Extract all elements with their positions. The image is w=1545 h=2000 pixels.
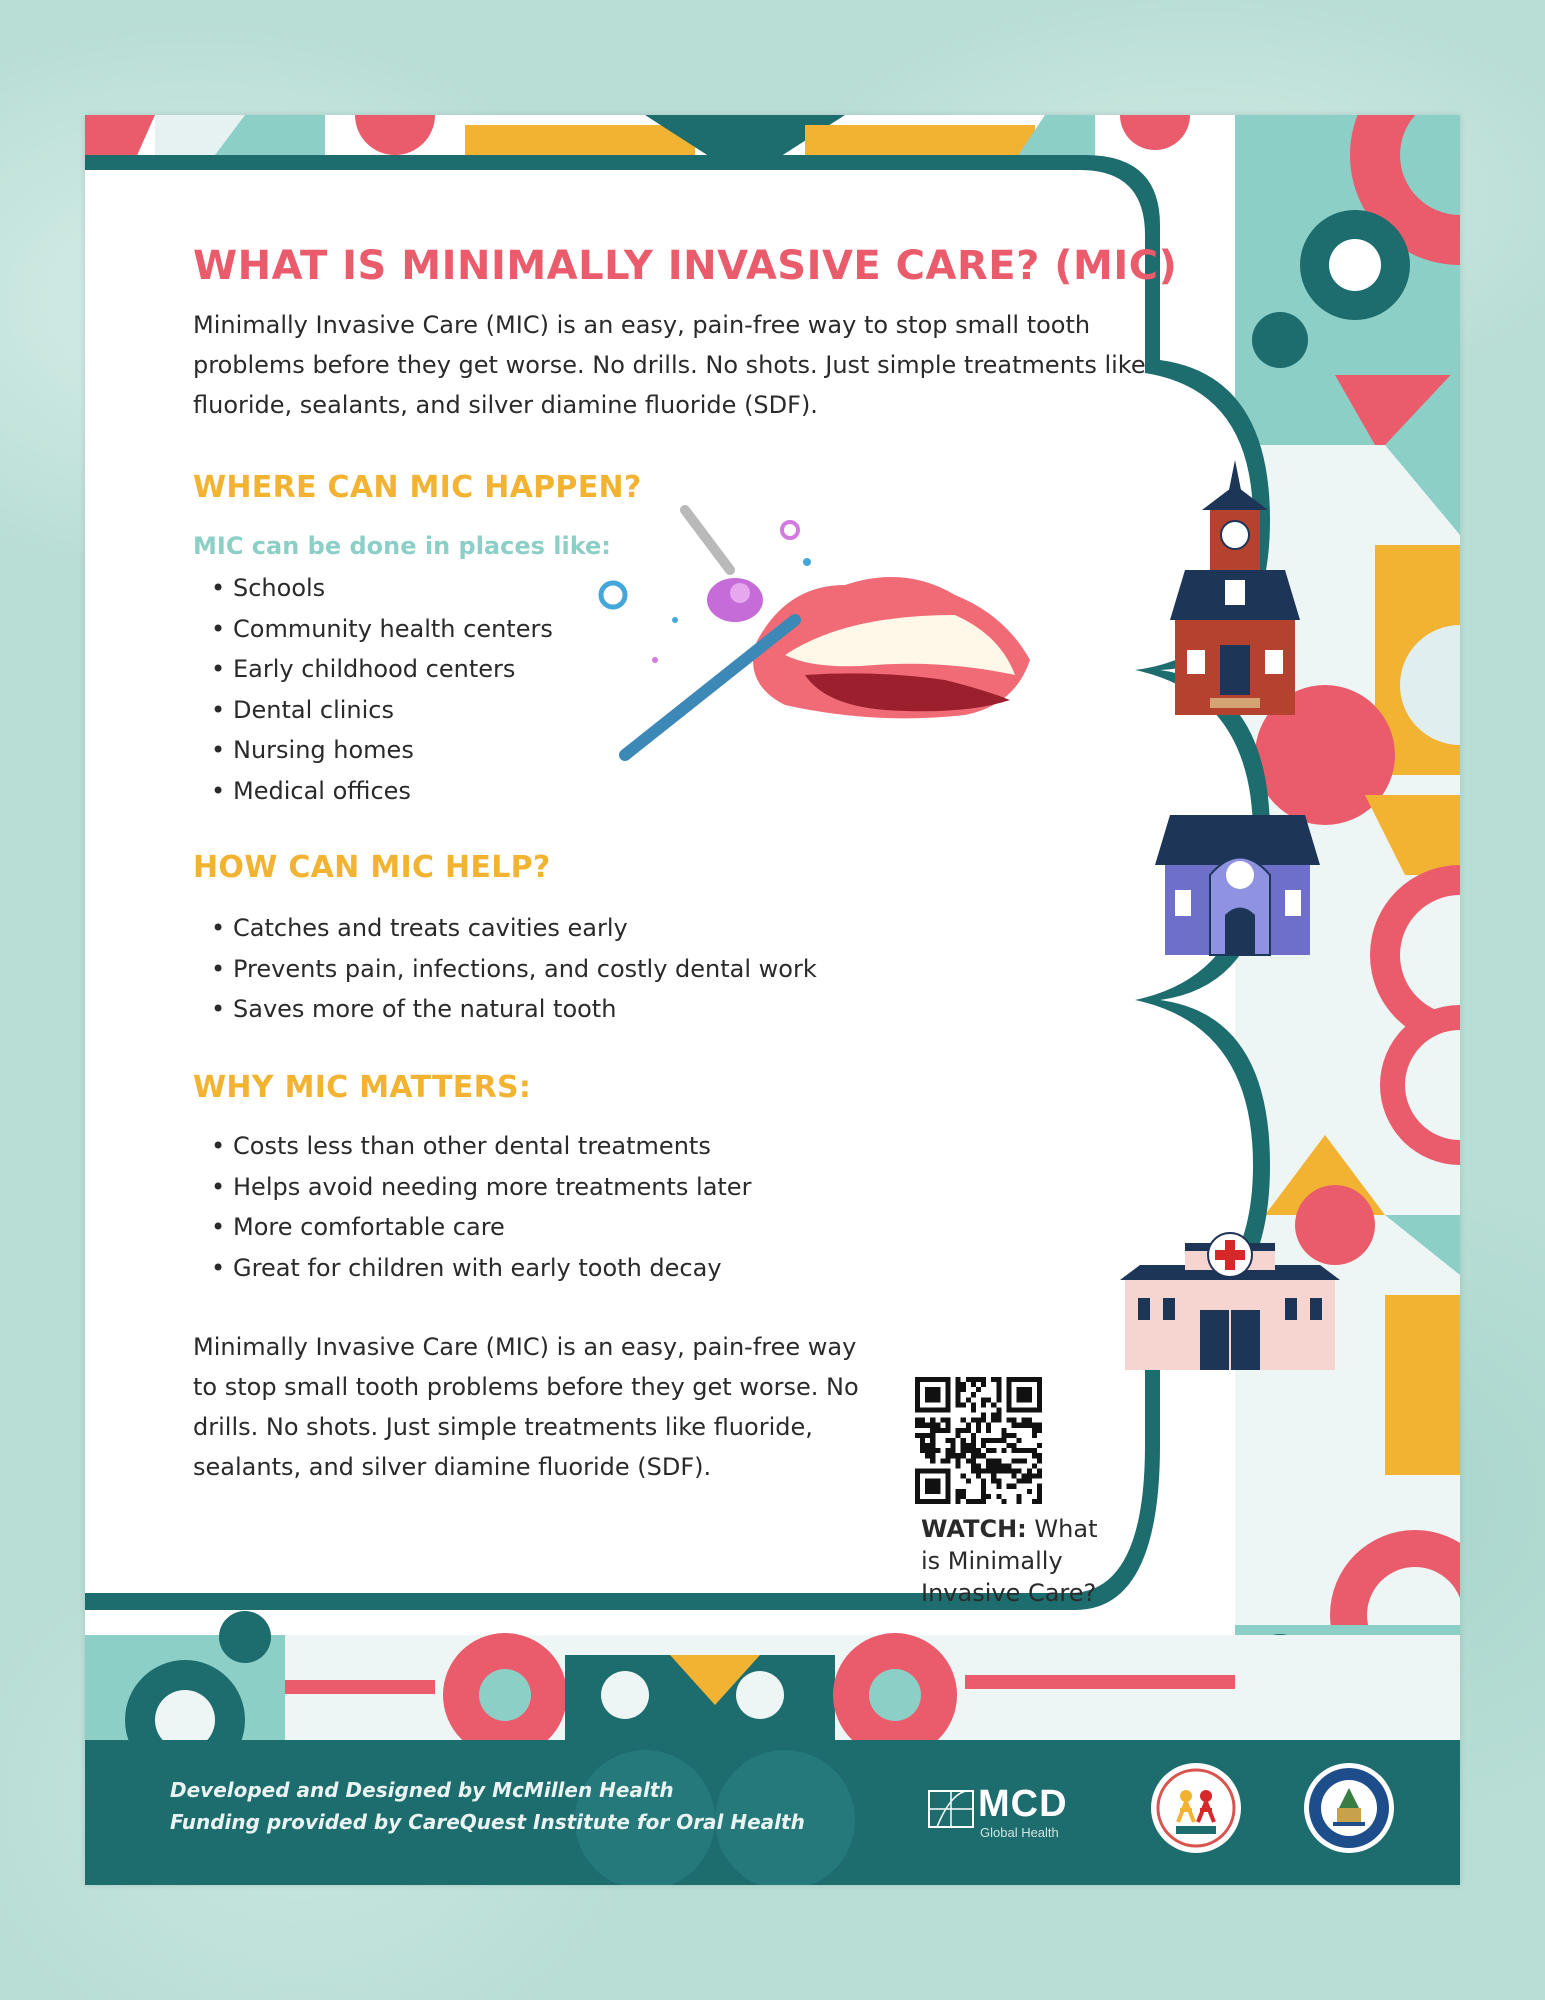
watch-text: What is Minimally Invasive Care? [921, 1515, 1098, 1607]
why-list [193, 1126, 751, 1288]
credit-line-2: Funding provided by CareQuest Institute for Oral Health [170, 1810, 805, 1834]
children-seal-icon [1150, 1762, 1242, 1854]
how-heading: HOW CAN MIC HELP? [193, 850, 551, 885]
flyer-page [85, 115, 1460, 1885]
intro-paragraph: Minimally Invasive Care (MIC) is an easy, pain-free way to stop small tooth problems before they get worse. No drills. No shots. Just simple treatments like fluoride, sealants, and silver diamine fluoride (SDF). [193, 311, 1146, 419]
list-item: • More comfortable care [193, 1207, 751, 1248]
dental-office-icon [1155, 815, 1320, 955]
list-item: • Saves more of the natural tooth [193, 989, 817, 1030]
where-heading: WHERE CAN MIC HAPPEN? [193, 470, 642, 505]
list-item: • Costs less than other dental treatments [193, 1126, 751, 1167]
list-item: • Catches and treats cavities early [193, 908, 817, 949]
mcd-logo-subtext: Global Health [980, 1825, 1059, 1840]
list-item: • Community health centers [193, 609, 553, 650]
list-item: • Prevents pain, infections, and costly dental work [193, 949, 817, 990]
credit-line-1: Developed and Designed by McMillen Health [170, 1778, 674, 1802]
how-list [193, 908, 817, 1030]
why-heading: WHY MIC MATTERS: [193, 1070, 532, 1105]
closing-paragraph: Minimally Invasive Care (MIC) is an easy, pain-free way to stop small tooth problems before they get worse. No drills. No shots. Just simple treatments like fluoride, sealants, and silver diamine fluoride (SDF). [193, 1333, 859, 1481]
list-item: • Dental clinics [193, 690, 553, 731]
list-item: • Schools [193, 568, 553, 609]
page-title: WHAT IS MINIMALLY INVASIVE CARE? (MIC) [193, 243, 1178, 289]
globe-icon [927, 1783, 975, 1831]
list-item: • Nursing homes [193, 730, 553, 771]
list-item: • Great for children with early tooth decay [193, 1248, 751, 1289]
qr-code-icon[interactable] [915, 1377, 1042, 1504]
list-item: • Medical offices [193, 771, 553, 812]
watch-label: WATCH: [921, 1515, 1027, 1543]
watch-caption[interactable] [921, 1513, 1121, 1609]
where-subheading: MIC can be done in places like: [193, 532, 611, 560]
list-item: • Helps avoid needing more treatments later [193, 1167, 751, 1208]
state-seal-icon [1303, 1762, 1395, 1854]
list-item: • Early childhood centers [193, 649, 553, 690]
where-list [193, 568, 553, 811]
mcd-logo-text: MCD [978, 1783, 1068, 1825]
